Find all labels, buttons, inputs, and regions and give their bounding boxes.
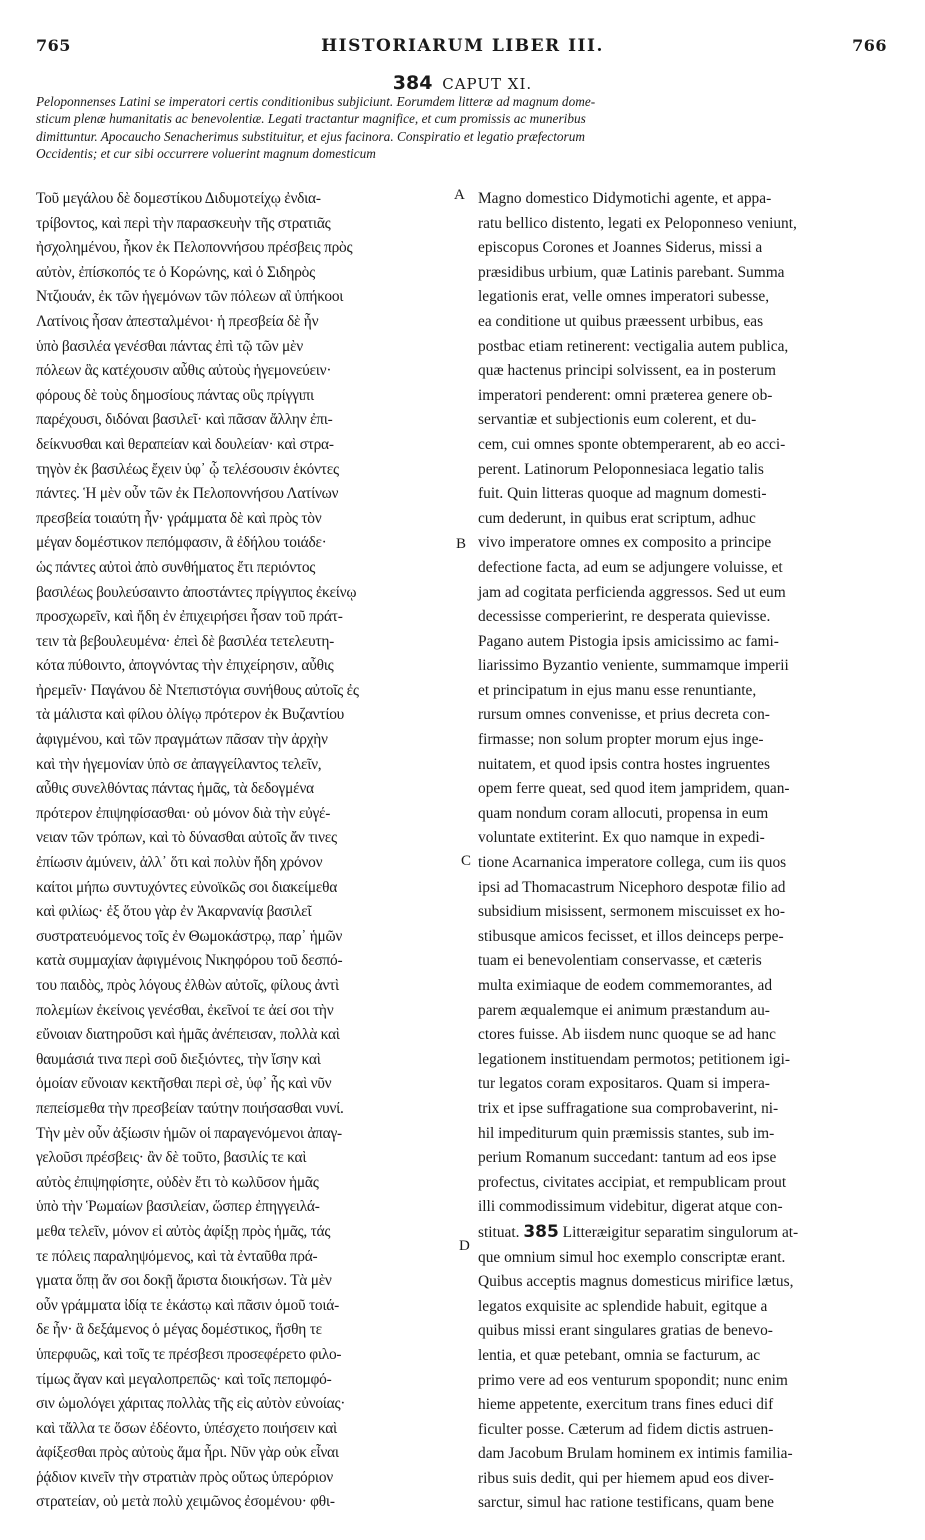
- latin-text-line: illi commodissimum videbitur, digerat atque con-: [478, 1198, 783, 1216]
- latin-text-line: voluntate extiterint. Ex quo namque in expedi-: [478, 829, 765, 847]
- greek-text-line: εὔνοιαν διατηροῦσι καὶ ἡμᾶς ἀνέπεισαν, πολλὰ καὶ: [36, 1026, 340, 1044]
- greek-text-line: Ντζιουάν, ἐκ τῶν ἡγεμόνων τῶν πόλεων αἳ ὑπήκοοι: [36, 288, 344, 306]
- latin-text-line: fuit. Quin litteras quoque ad magnum domesti-: [478, 485, 767, 503]
- chapter-argument: [36, 93, 882, 163]
- greek-column: [36, 187, 456, 1515]
- latin-text-line: perent. Latinorum Peloponnesiaca legatio talis: [478, 460, 764, 478]
- latin-text-line: subsidium misissent, sermonem miscuisset ex ho-: [478, 903, 785, 921]
- greek-text-line: δείκνυσθαι καὶ θεραπείαν καὶ δουλείαν· καὶ στρα-: [36, 435, 334, 453]
- greek-text-line: κατὰ συμμαχίαν ἀφιγμένοις Νικηφόρου τοῦ δεσπό-: [36, 952, 343, 970]
- margin-letter: D: [459, 1238, 470, 1254]
- argument-line: dimittuntur. Apocaucho Senacherimus substituitur, et ejus facinora. Conspiratio et legatio præfectorum: [36, 128, 585, 144]
- latin-text-line: sarctur, simul hac ratione testificans, quam bene: [478, 1494, 774, 1512]
- latin-text-line: tione Acarnanica imperatore collega, cum iis quos: [478, 854, 787, 872]
- latin-text-line: ipsi ad Thomacastrum Nicephoro despotæ filio ad: [478, 878, 786, 896]
- latin-text-line: multa eximiaque de eodem commemorantes, ad: [478, 977, 773, 994]
- inline-page-marker: 385: [523, 1221, 559, 1242]
- greek-text-line: ἠρεμεῖν· Παγάνου δὲ Ντεπιστόγια συνήθους αὐτοῖς ἐς: [36, 681, 359, 699]
- greek-text-line: γελοῦσι πρέσβεις· ἂν δὲ τοῦτο, βασιλίς τε καὶ: [36, 1149, 307, 1167]
- margin-letter: A: [454, 187, 465, 203]
- latin-text-line: jam ad cogitata perficienda aggressos. Sed ut eum: [478, 583, 786, 601]
- page-marker: 384: [392, 72, 433, 94]
- greek-text-line: τίμως ἄγαν καὶ μεγαλοπρεπῶς· καὶ τοῖς πεπομφό-: [36, 1370, 332, 1388]
- greek-text-line: πρεσβεία τοιαύτη ἦν· γράμματα δὲ καὶ πρὸς τὸν: [36, 509, 322, 527]
- latin-text-line: postbac etiam retinerent: vectigalia autem publica,: [478, 337, 789, 355]
- greek-text-line: ὑπὸ τὴν Ῥωμαίων βασιλείαν, ὥσπερ ἐπηγγειλά-: [36, 1198, 320, 1216]
- greek-text-line: Τοῦ μεγάλου δὲ δομεστίκου Διδυμοτείχῳ ἐνδια-: [36, 190, 321, 207]
- greek-text-line: Λατίνοις ἦσαν ἀπεσταλμένοι· ἡ πρεσβεία δὲ ἦν: [36, 312, 319, 330]
- latin-text-line: liarissimo Byzantio veniente, summamque imperii: [478, 657, 789, 675]
- latin-text-line: legationem instituendam permotos; petitionem igi-: [478, 1050, 791, 1068]
- latin-text-line: quæ hactenus principi solvissent, ea in posterum: [478, 362, 776, 380]
- running-head: HISTORIARUM LIBER III.: [321, 36, 604, 56]
- greek-text-line: νειαν τῶν τρόπων, καὶ τὸ δύνασθαι αὐτοῖς ἄν τινες: [36, 829, 337, 847]
- latin-text-line: stituat. 385 Litteræigitur separatim singulorum at-: [478, 1221, 799, 1242]
- latin-text-line: ratu bellico distento, legati ex Peloponneso veniunt,: [478, 214, 797, 232]
- greek-text-line: καὶ τἄλλα τε ὅσων ἐδέοντο, ὑπέσχετο ποιήσειν καὶ: [36, 1419, 337, 1437]
- latin-text-line: que omnium simul hoc exemplo conscriptæ erant.: [478, 1248, 786, 1266]
- greek-text-line: αὖθις συνελθόντας πάντας ἡμᾶς, τὰ δεδογμένα: [36, 780, 314, 798]
- page-number-right: 766: [852, 36, 887, 55]
- greek-text-line: συστρατευόμενος τοῖς ἐν Θωμοκάστρῳ, παρ᾽ ἡμῶν: [36, 927, 343, 945]
- latin-text-line: ribus suis dedit, qui per hiemem apud eos diver-: [478, 1469, 774, 1487]
- greek-text-line: ῥᾴδιον κινεῖν τὴν στρατιὰν πρὸς οὕτως ὑπερόριον: [36, 1468, 333, 1486]
- latin-column: [478, 187, 888, 1516]
- latin-text-line: et principatum in ejus manu esse renuntiante,: [478, 681, 757, 699]
- latin-text-line: quam nondum coram allocuti, propensa in eum: [478, 804, 769, 822]
- greek-text-line: τὰ μάλιστα καὶ φίλου ὀλίγῳ πρότερον ἐκ Βυζαντίου: [36, 706, 345, 724]
- greek-text-line: στρατείαν, οὐ μετὰ πολὺ χειμῶνος ἐσομένου· φθι-: [36, 1493, 335, 1511]
- latin-text-line: ea conditione ut quibus præessent urbibus, eas: [478, 312, 764, 330]
- latin-text-line: defectione facta, ad eum se adjungere voluisse, et: [478, 558, 783, 576]
- greek-text-line: αὐτὸν, ἐπίσκοπός τε ὁ Κορώνης, καὶ ὁ Σιδηρὸς: [36, 263, 315, 281]
- latin-text-line: perium Romanum succedant: tantum ad eos ipse: [478, 1149, 777, 1167]
- greek-text-line: θαυμάσιά τινα περὶ σοῦ διεξιόντες, τὴν ἴσην καὶ: [36, 1050, 321, 1068]
- greek-text-line: ὑπὸ βασιλέα γενέσθαι πάντας ἐπὶ τῷ τῶν μὲν: [36, 337, 303, 355]
- margin-letter: B: [456, 536, 467, 552]
- argument-line: Occidentis; et cur sibi occurrere voluerint magnum domesticum: [36, 146, 376, 162]
- greek-text-line: παρέχουσι, διδόναι βασιλεῖ· καὶ πᾶσαν ἄλλην ἐπι-: [36, 411, 333, 429]
- greek-text-line: πόλεων ἃς κατέχουσιν αὖθις αὐτοὺς ἡγεμονεύειν·: [36, 362, 332, 380]
- latin-text-line: tur legatos coram expositaros. Quam si impera-: [478, 1075, 770, 1093]
- latin-text-line: Quibus acceptis magnus domesticus mirifice lætus,: [478, 1273, 794, 1291]
- latin-text-line: quibus missi erant singulares gratias de benevo-: [478, 1322, 773, 1340]
- margin-letter: C: [461, 853, 472, 869]
- greek-text-line: προσχωρεῖν, καὶ ἤδη ἐν ἐπιχειρήσει ἦσαν τοῦ πράτ-: [36, 608, 343, 626]
- greek-text-line: ἐπίωσιν ἀμύνειν, ἀλλ᾽ ὅτι καὶ πολὺν ἤδη χρόνον: [36, 854, 323, 872]
- greek-text-line: σιν ὡμολόγει χάριτας πολλὰς τῆς εἰς αὐτὸν εὐνοίας·: [36, 1395, 346, 1413]
- latin-text-line: servantiæ et subjectionis eum colerent, et du-: [478, 411, 757, 429]
- latin-text-line: cem, cui omnes sponte obtemperarent, ab eo acci-: [478, 435, 786, 453]
- latin-text-line: cum dederunt, in quibus erat scriptum, adhuc: [478, 509, 756, 527]
- latin-text-line: lentia, et quæ petebant, omnia se facturum, ac: [478, 1346, 761, 1364]
- greek-text-line: καὶ τὴν ἡγεμονίαν ὑπὸ σε ἀπαγγείλαντος τελεῖν,: [36, 755, 322, 773]
- greek-text-line: καίτοι μήπω συντυχόντες εὐνοϊκῶς σοι διακείμεθα: [36, 878, 338, 896]
- latin-text-line: profectus, civitates accipiat, et rempublicam prout: [478, 1173, 787, 1191]
- chapter-heading: [0, 72, 925, 94]
- latin-text-line: imperatori penderent: omni præterea genere ob-: [478, 386, 773, 404]
- greek-text-line: δε ἦν· ἃ δεξάμενος ὁ μέγας δομέστικος, ἥσθη τε: [36, 1321, 322, 1339]
- latin-text-line: parem æqualemque ei animum præstandum au-: [478, 1001, 770, 1019]
- latin-text-line: stibusque amicos fecisset, et illos deinceps perpe-: [478, 927, 784, 945]
- greek-text-line: φόρους δὲ τοὺς δημοσίους πάντας οὓς πρίγγιπι: [36, 386, 314, 404]
- latin-text-line: dam Jacobum Brulam hominem ex intimis familia-: [478, 1445, 793, 1463]
- greek-text-line: μέγαν δομέστικον πεπόμφασιν, ἃ ἐδήλου τοιάδε·: [36, 534, 327, 552]
- latin-text-line: ficulter posse. Cæterum ad fidem dictis astruen-: [478, 1420, 774, 1438]
- greek-text-line: οὖν γράμματα ἰδίᾳ τε ἑκάστῳ καὶ πᾶσιν ὁμοῦ τοιά-: [36, 1296, 339, 1314]
- greek-text-line: τε πόλεις παραληψόμενος, καὶ τὰ ἐνταῦθα πρά-: [36, 1247, 318, 1265]
- greek-text-line: πεπείσμεθα τὴν πρεσβείαν ταύτην ποιήσασθαι νυνί.: [36, 1099, 344, 1117]
- argument-line: Peloponnenses Latini se imperatori certis conditionibus subjiciunt. Eorumdem litteræ ad magnum dome-: [36, 94, 596, 109]
- greek-text-line: του παιδὸς, πρὸς λόγους ἐλθὼν αὐτοῖς, φίλους ἀντὶ: [36, 977, 339, 994]
- latin-text-line: episcopus Corones et Joannes Siderus, missi a: [478, 239, 763, 257]
- latin-text-line: nuitatem, et quod ipsis contra hostes ingruentes: [478, 755, 770, 773]
- greek-text-line: ἠσχολημένου, ἧκον ἐκ Πελοποννήσου πρέσβεις πρὸς: [36, 239, 353, 257]
- latin-text-line: firmasse; non solum propter morum ejus inge-: [478, 731, 764, 749]
- greek-text-line: βασιλέως βουλεύσαιντο ἀποστάντες πρίγγιπος ἐκείνῳ: [36, 583, 357, 601]
- latin-text-line: præsidibus urbium, quæ Latinis parebant. Summa: [478, 263, 785, 281]
- greek-text-line: ὑπερφυῶς, καὶ τοῖς τε πρέσβεσι προσεφέρετο φιλο-: [36, 1345, 342, 1363]
- latin-text-line: hil impediturum quin præmissis stantes, sub im-: [478, 1124, 775, 1142]
- greek-text-line: τρίβοντος, καὶ περὶ τὴν παρασκευὴν τῆς στρατιᾶς: [36, 214, 331, 232]
- greek-text-line: Τὴν μὲν οὖν ἀξίωσιν ἡμῶν οἱ παραγενόμενοι ἀπαγ-: [36, 1124, 342, 1142]
- greek-text-line: ὡς πάντες αὐτοὶ ἀπὸ συνθήματος ἔτι περιόντος: [36, 558, 316, 576]
- greek-text-line: πρότερον ἐπιψηφίσασθαι· οὐ μόνον διὰ τὴν εὐγέ-: [36, 804, 331, 822]
- greek-text-line: μεθα τελεῖν, μόνον εἰ αὐτὸς ἀφίξῃ πρὸς ἡμᾶς, τάς: [36, 1222, 331, 1240]
- chapter-title: CAPUT XI.: [442, 75, 533, 93]
- greek-text-line: πάντες. Ἡ μὲν οὖν τῶν ἐκ Πελοποννήσου Λατίνων: [36, 485, 339, 503]
- latin-text-line: hieme appetente, exercitum trans fines educi dif: [478, 1396, 774, 1414]
- greek-text-line: ἀφίξεσθαι πρὸς αὐτοὺς ἅμα ἦρι. Νῦν γὰρ οὐκ εἶναι: [36, 1444, 339, 1462]
- latin-text-line: rursum omnes convenisse, et prius decreta con-: [478, 706, 770, 724]
- greek-text-line: ἀφιγμένου, καὶ τῶν πραγμάτων πᾶσαν τὴν ἀρχὴν: [36, 731, 328, 749]
- latin-text-line: opem ferre queat, sed quod item jampridem, quan-: [478, 780, 790, 798]
- latin-text-line: legationis erat, velle omnes imperatori subesse,: [478, 288, 770, 306]
- latin-text-line: decessisse comperierint, re desperata quievisse.: [478, 608, 771, 626]
- greek-text-line: αὐτὸς ἐπιψηφίσητε, οὐδὲν ἔτι τὸ κωλῦσον ἡμᾶς: [36, 1173, 319, 1191]
- greek-text-line: κότα πύθοιντο, ἀπογνόντας τὴν ἐπιχείρησιν, αὖθις: [36, 657, 334, 675]
- greek-text-line: τειν τὰ βεβουλευμένα· ἐπεὶ δὲ βασιλέα τετελευτη-: [36, 632, 334, 650]
- latin-text-line: Magno domestico Didymotichi agente, et appa-: [478, 190, 772, 207]
- greek-text-line: τηγὸν ἐκ βασιλέως ἔχειν ὑφ᾽ ᾧ τελέσουσιν ἑκόντες: [36, 460, 339, 478]
- latin-text-line: Pagano autem Pistogia ipsis amicissimo ac fami-: [478, 632, 779, 650]
- latin-text-line: trix et ipse suffragatione sua comprobaverint, ni-: [478, 1099, 779, 1117]
- latin-text-line: primo vere ad eos venturum spopondit; nunc enim: [478, 1371, 788, 1389]
- latin-text-line: tuam ei benevolentiam conservasse, et cæteris: [478, 952, 762, 970]
- greek-text-line: καὶ φιλίως· ἐξ ὅτου γὰρ ἐν Ἀκαρνανίᾳ βασιλεῖ: [36, 903, 312, 921]
- latin-text-line: legatos exquisite ac splendide habuit, egitque a: [478, 1297, 768, 1315]
- greek-text-line: ὁμοίαν εὔνοιαν κεκτῆσθαι περὶ σὲ, ὑφ᾽ ἧς καὶ νῦν: [36, 1075, 332, 1093]
- latin-text-line: vivo imperatore omnes ex composito a principe: [478, 534, 772, 552]
- page-number-left: 765: [36, 36, 71, 55]
- greek-text-line: γματα ὅπῃ ἄν σοι δοκῇ ἄριστα διοικήσων. Τὰ μὲν: [36, 1272, 332, 1290]
- latin-text-line: ctores fuisse. Ab iisdem nunc quoque se ad hanc: [478, 1026, 776, 1044]
- argument-line: sticum plenæ humanitatis ac benevolentiæ. Legati tractantur magnifice, et cum promissis ac muneribus: [36, 111, 586, 127]
- greek-text-line: πολεμίων ἐκείνοις γενέσθαι, ἐκεῖνοί τε ἀεί σοι τὴν: [36, 1001, 334, 1019]
